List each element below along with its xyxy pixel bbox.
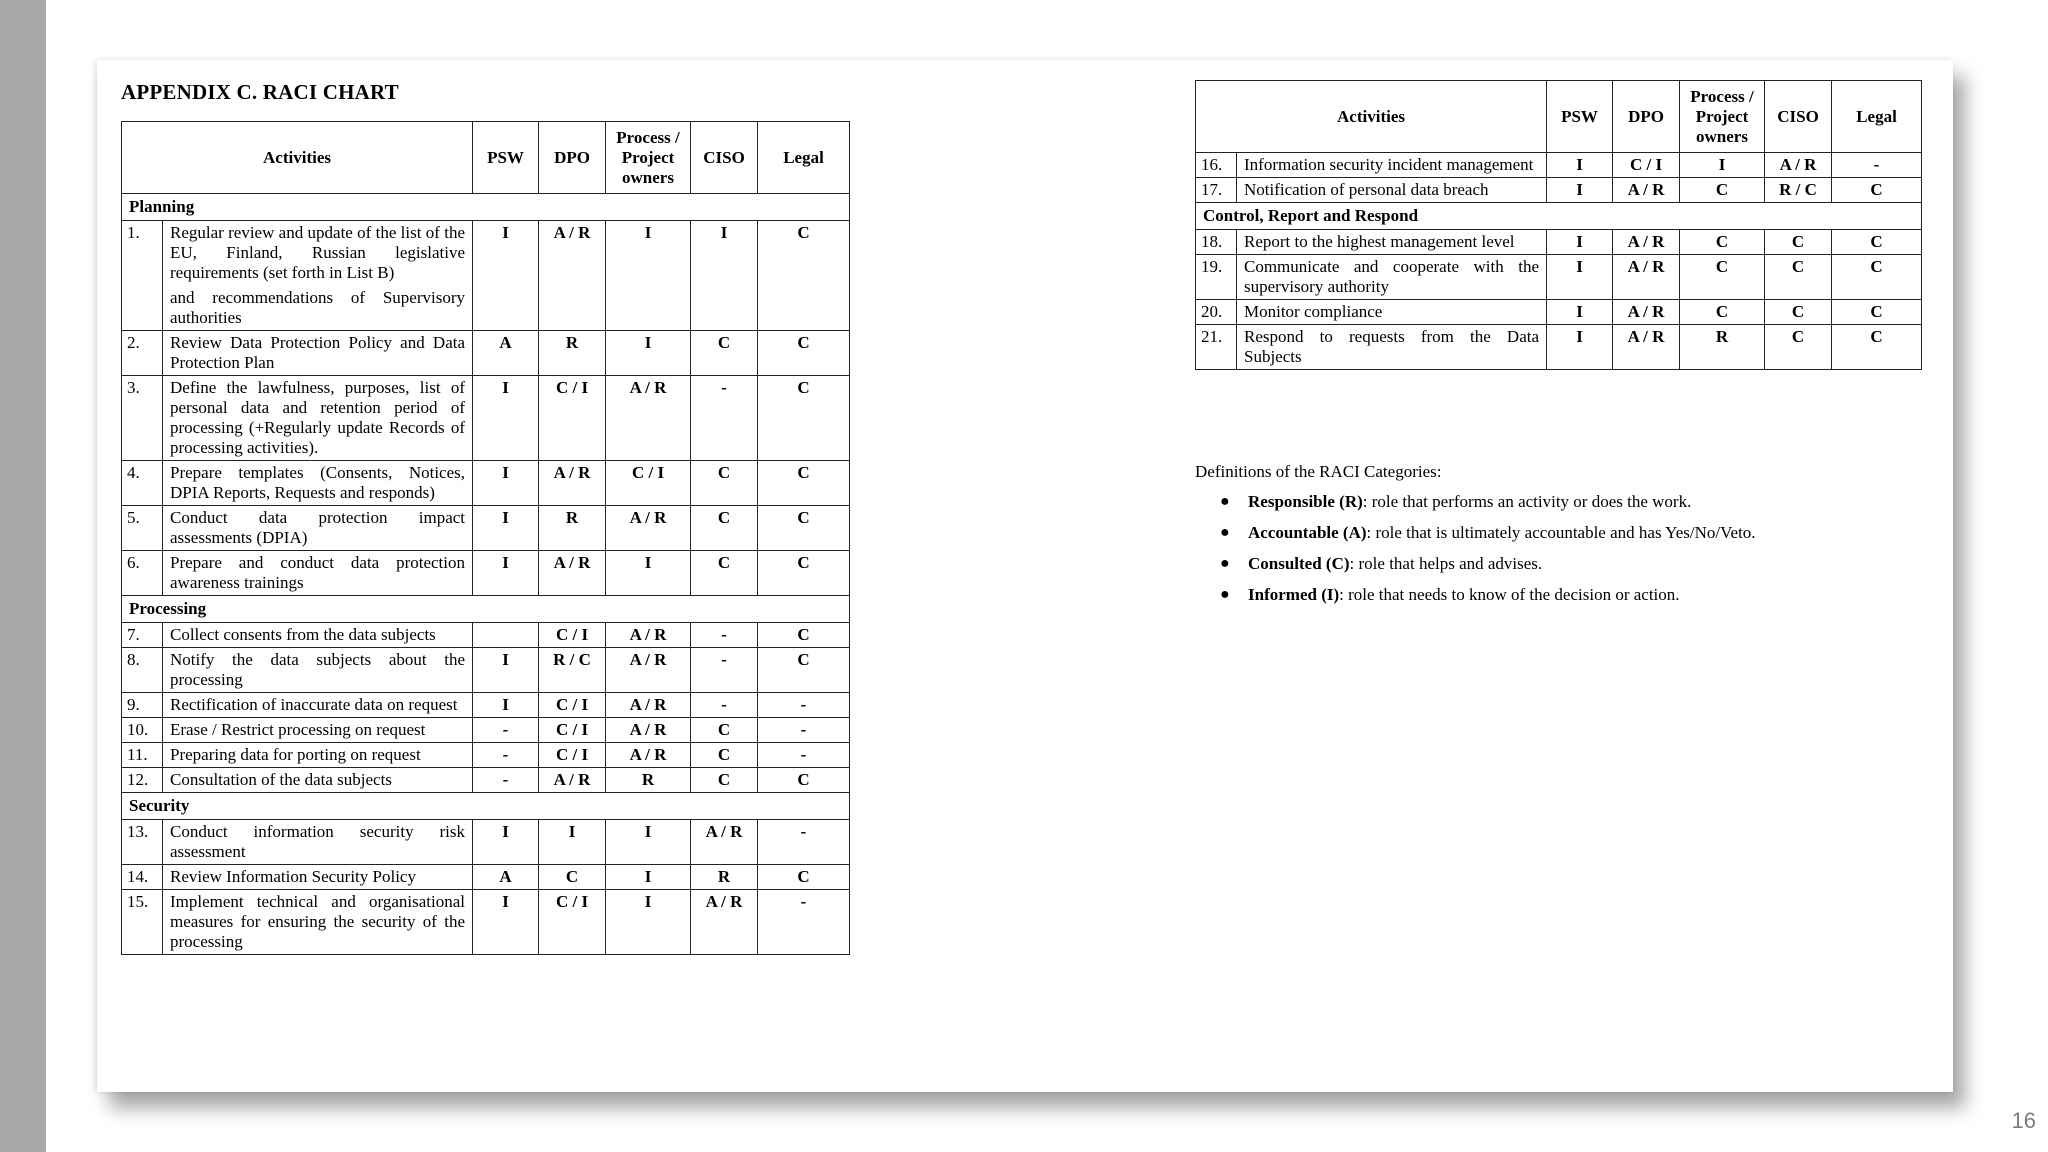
bullet-icon: ●	[1220, 524, 1230, 541]
dpo-cell: I	[539, 820, 606, 865]
psw-cell: I	[473, 890, 539, 955]
psw-cell: A	[473, 331, 539, 376]
table-row	[122, 623, 850, 648]
activity-cell	[163, 331, 473, 376]
table-row	[122, 221, 850, 331]
table-row	[122, 376, 850, 461]
activity-text: Preparing data for porting on request	[170, 745, 421, 764]
table-row	[122, 648, 850, 693]
process-owners-cell: I	[606, 890, 691, 955]
dpo-cell: A / R	[539, 551, 606, 596]
activity-cell	[1237, 325, 1547, 370]
activity-cell	[163, 221, 473, 331]
ciso-cell: R / C	[1765, 178, 1832, 203]
legal-cell: C	[758, 551, 850, 596]
process-owners-cell: A / R	[606, 743, 691, 768]
process-owners-cell: I	[1680, 153, 1765, 178]
ciso-cell: A / R	[691, 890, 758, 955]
psw-cell: I	[473, 648, 539, 693]
psw-cell: A	[473, 865, 539, 890]
definition-term: Responsible (R)	[1248, 492, 1363, 511]
header-psw: PSW	[473, 122, 539, 194]
row-number: 17.	[1196, 178, 1237, 203]
dpo-cell: C / I	[539, 376, 606, 461]
dpo-cell: A / R	[1613, 325, 1680, 370]
section-row	[122, 194, 850, 221]
table-row	[1196, 230, 1922, 255]
table-row	[122, 743, 850, 768]
table-row	[122, 506, 850, 551]
row-number: 12.	[122, 768, 163, 793]
dpo-cell: C / I	[1613, 153, 1680, 178]
activity-cell	[163, 551, 473, 596]
definition-item-informed	[1195, 584, 1935, 605]
page-number: 16	[2011, 1108, 2036, 1133]
raci-definitions	[1195, 462, 1935, 615]
definition-desc: : role that is ultimately accountable and has Yes/No/Veto.	[1366, 523, 1756, 542]
legal-cell: C	[1832, 230, 1922, 255]
activity-cell	[1237, 153, 1547, 178]
table-row	[122, 461, 850, 506]
ciso-cell: C	[1765, 255, 1832, 300]
legal-cell: C	[758, 648, 850, 693]
psw-cell: I	[473, 376, 539, 461]
dpo-cell: A / R	[539, 221, 606, 331]
section-row	[1196, 203, 1922, 230]
row-number: 4.	[122, 461, 163, 506]
activity-cell	[1237, 230, 1547, 255]
row-number: 8.	[122, 648, 163, 693]
row-number: 9.	[122, 693, 163, 718]
legal-cell: C	[758, 331, 850, 376]
legal-cell: -	[758, 718, 850, 743]
activity-text: and recommendations of Supervisory authorities	[170, 288, 466, 327]
psw-cell: I	[473, 551, 539, 596]
ciso-cell: C	[1765, 230, 1832, 255]
legal-cell: C	[758, 506, 850, 551]
activity-text: Conduct information security risk assessment	[170, 822, 466, 861]
activity-text: Information security incident management	[1244, 155, 1534, 174]
row-number: 10.	[122, 718, 163, 743]
legal-cell: -	[758, 890, 850, 955]
activity-text: Notify the data subjects about the processing	[170, 650, 466, 689]
process-owners-cell: C / I	[606, 461, 691, 506]
process-owners-cell: C	[1680, 230, 1765, 255]
ciso-cell: I	[691, 221, 758, 331]
ciso-cell: C	[691, 461, 758, 506]
activity-text: Collect consents from the data subjects	[170, 625, 436, 644]
row-number: 20.	[1196, 300, 1237, 325]
psw-cell: I	[1547, 230, 1613, 255]
psw-cell: I	[1547, 153, 1613, 178]
activity-cell	[163, 648, 473, 693]
process-owners-cell: I	[606, 865, 691, 890]
row-number: 2.	[122, 331, 163, 376]
section-label: Processing	[122, 596, 850, 623]
row-number: 18.	[1196, 230, 1237, 255]
activity-text: Consultation of the data subjects	[170, 770, 392, 789]
bullet-icon: ●	[1220, 555, 1230, 572]
ciso-cell: R	[691, 865, 758, 890]
header-process-owners: Process / Project owners	[1680, 81, 1765, 153]
bullet-icon: ●	[1220, 493, 1230, 510]
section-label: Security	[122, 793, 850, 820]
activity-text: Communicate and cooperate with the supervisory authority	[1244, 257, 1540, 296]
activity-cell	[1237, 255, 1547, 300]
header-ciso: CISO	[691, 122, 758, 194]
psw-cell: I	[1547, 300, 1613, 325]
ciso-cell: -	[691, 376, 758, 461]
process-owners-cell: A / R	[606, 506, 691, 551]
process-owners-cell: A / R	[606, 648, 691, 693]
psw-cell	[473, 623, 539, 648]
psw-cell: I	[473, 693, 539, 718]
row-number: 16.	[1196, 153, 1237, 178]
dpo-cell: A / R	[539, 768, 606, 793]
definition-term: Consulted (C)	[1248, 554, 1350, 573]
activity-cell	[163, 890, 473, 955]
activity-text: Prepare and conduct data protection awareness trainings	[170, 553, 466, 592]
dpo-cell: C	[539, 865, 606, 890]
table-row	[1196, 255, 1922, 300]
definition-item-responsible	[1195, 491, 1935, 512]
process-owners-cell: A / R	[606, 376, 691, 461]
header-activities: Activities	[1196, 81, 1547, 153]
row-number: 5.	[122, 506, 163, 551]
legal-cell: -	[758, 743, 850, 768]
table-row	[122, 693, 850, 718]
psw-cell: I	[1547, 178, 1613, 203]
process-owners-cell: A / R	[606, 718, 691, 743]
dpo-cell: R	[539, 331, 606, 376]
legal-cell: C	[758, 221, 850, 331]
ciso-cell: -	[691, 648, 758, 693]
process-owners-cell: R	[606, 768, 691, 793]
section-row	[122, 596, 850, 623]
activity-text: Implement technical and organisational measures for ensuring the security of the processing	[170, 892, 466, 951]
legal-cell: C	[758, 623, 850, 648]
ciso-cell: C	[691, 718, 758, 743]
header-dpo: DPO	[539, 122, 606, 194]
dpo-cell: A / R	[1613, 230, 1680, 255]
dpo-cell: R / C	[539, 648, 606, 693]
table-row	[122, 865, 850, 890]
table-row	[1196, 300, 1922, 325]
row-number: 7.	[122, 623, 163, 648]
dpo-cell: A / R	[1613, 300, 1680, 325]
activity-cell	[163, 376, 473, 461]
psw-cell: I	[473, 221, 539, 331]
header-dpo: DPO	[1613, 81, 1680, 153]
table-row	[1196, 325, 1922, 370]
header-psw: PSW	[1547, 81, 1613, 153]
process-owners-cell: C	[1680, 178, 1765, 203]
table-row	[122, 820, 850, 865]
activity-cell	[163, 865, 473, 890]
legal-cell: -	[1832, 153, 1922, 178]
raci-table-right	[1195, 80, 1922, 370]
header-activities: Activities	[122, 122, 473, 194]
section-label: Control, Report and Respond	[1196, 203, 1922, 230]
psw-cell: -	[473, 718, 539, 743]
ciso-cell: -	[691, 623, 758, 648]
definitions-list	[1195, 491, 1935, 605]
header-ciso: CISO	[1765, 81, 1832, 153]
activity-cell	[163, 623, 473, 648]
slide-sidebar-strip	[0, 0, 46, 1152]
activity-cell	[163, 743, 473, 768]
row-number: 21.	[1196, 325, 1237, 370]
definition-term: Informed (I)	[1248, 585, 1340, 604]
ciso-cell: A / R	[1765, 153, 1832, 178]
legal-cell: C	[758, 865, 850, 890]
row-number: 14.	[122, 865, 163, 890]
process-owners-cell: C	[1680, 300, 1765, 325]
ciso-cell: C	[691, 743, 758, 768]
bullet-icon: ●	[1220, 586, 1230, 603]
page-title: APPENDIX C. RACI CHART	[121, 80, 399, 104]
legal-cell: C	[758, 768, 850, 793]
activity-text: Rectification of inaccurate data on request	[170, 695, 458, 714]
ciso-cell: C	[691, 768, 758, 793]
process-owners-cell: I	[606, 331, 691, 376]
activity-cell	[163, 461, 473, 506]
process-owners-cell: A / R	[606, 693, 691, 718]
document-page	[97, 60, 1953, 1092]
activity-text: Prepare templates (Consents, Notices, DPIA Reports, Requests and responds)	[170, 463, 466, 502]
activity-text: Review Information Security Policy	[170, 867, 416, 886]
table-row	[122, 551, 850, 596]
dpo-cell: C / I	[539, 718, 606, 743]
activity-text: Conduct data protection impact assessments (DPIA)	[170, 508, 466, 547]
activity-text: Regular review and update of the list of the EU, Finland, Russian legislative requirements (set forth in List B)	[170, 223, 466, 282]
process-owners-cell: C	[1680, 255, 1765, 300]
row-number: 11.	[122, 743, 163, 768]
process-owners-cell: I	[606, 221, 691, 331]
psw-cell: I	[473, 820, 539, 865]
process-owners-cell: I	[606, 820, 691, 865]
section-row	[122, 793, 850, 820]
table-row	[122, 331, 850, 376]
legal-cell: C	[758, 376, 850, 461]
activity-cell	[163, 768, 473, 793]
section-label: Planning	[122, 194, 850, 221]
activity-cell	[1237, 300, 1547, 325]
psw-cell: -	[473, 768, 539, 793]
dpo-cell: C / I	[539, 693, 606, 718]
table-row	[1196, 178, 1922, 203]
legal-cell: -	[758, 820, 850, 865]
activity-text: Respond to requests from the Data Subjects	[1244, 327, 1540, 366]
row-number: 6.	[122, 551, 163, 596]
dpo-cell: R	[539, 506, 606, 551]
legal-cell: C	[758, 461, 850, 506]
legal-cell: -	[758, 693, 850, 718]
definition-desc: : role that performs an activity or does the work.	[1362, 492, 1692, 511]
process-owners-cell: I	[606, 551, 691, 596]
ciso-cell: C	[1765, 325, 1832, 370]
dpo-cell: A / R	[1613, 255, 1680, 300]
row-number: 19.	[1196, 255, 1237, 300]
header-legal: Legal	[758, 122, 850, 194]
psw-cell: I	[473, 461, 539, 506]
legal-cell: C	[1832, 325, 1922, 370]
activity-cell	[163, 506, 473, 551]
row-number: 3.	[122, 376, 163, 461]
activity-cell	[163, 693, 473, 718]
header-legal: Legal	[1832, 81, 1922, 153]
ciso-cell: C	[691, 506, 758, 551]
legal-cell: C	[1832, 178, 1922, 203]
activity-cell	[163, 820, 473, 865]
definition-desc: : role that needs to know of the decision or action.	[1339, 585, 1680, 604]
definition-term: Accountable (A)	[1248, 523, 1367, 542]
activity-text: Define the lawfulness, purposes, list of personal data and retention period of processing (+Regularly update Records of processing activities).	[170, 378, 466, 457]
table-row	[122, 890, 850, 955]
table-row	[122, 718, 850, 743]
dpo-cell: A / R	[539, 461, 606, 506]
row-number: 15.	[122, 890, 163, 955]
ciso-cell: A / R	[691, 820, 758, 865]
definition-item-accountable	[1195, 522, 1935, 543]
row-number: 1.	[122, 221, 163, 331]
dpo-cell: C / I	[539, 743, 606, 768]
ciso-cell: C	[691, 331, 758, 376]
psw-cell: I	[1547, 325, 1613, 370]
activity-cell	[1237, 178, 1547, 203]
activity-text: Review Data Protection Policy and Data Protection Plan	[170, 333, 466, 372]
table-row	[1196, 153, 1922, 178]
activity-text: Report to the highest management level	[1244, 232, 1515, 251]
activity-cell	[163, 718, 473, 743]
row-number: 13.	[122, 820, 163, 865]
definition-item-consulted	[1195, 553, 1935, 574]
ciso-cell: C	[1765, 300, 1832, 325]
header-process-owners: Process / Project owners	[606, 122, 691, 194]
table-row	[122, 768, 850, 793]
ciso-cell: C	[691, 551, 758, 596]
activity-text: Monitor compliance	[1244, 302, 1383, 321]
raci-table-left	[121, 121, 850, 955]
definitions-title: Definitions of the RACI Categories:	[1195, 462, 1442, 481]
activity-text: Erase / Restrict processing on request	[170, 720, 426, 739]
psw-cell: I	[1547, 255, 1613, 300]
process-owners-cell: A / R	[606, 623, 691, 648]
dpo-cell: A / R	[1613, 178, 1680, 203]
psw-cell: -	[473, 743, 539, 768]
dpo-cell: C / I	[539, 890, 606, 955]
definition-desc: : role that helps and advises.	[1349, 554, 1543, 573]
ciso-cell: -	[691, 693, 758, 718]
dpo-cell: C / I	[539, 623, 606, 648]
activity-text: Notification of personal data breach	[1244, 180, 1489, 199]
process-owners-cell: R	[1680, 325, 1765, 370]
legal-cell: C	[1832, 255, 1922, 300]
psw-cell: I	[473, 506, 539, 551]
legal-cell: C	[1832, 300, 1922, 325]
